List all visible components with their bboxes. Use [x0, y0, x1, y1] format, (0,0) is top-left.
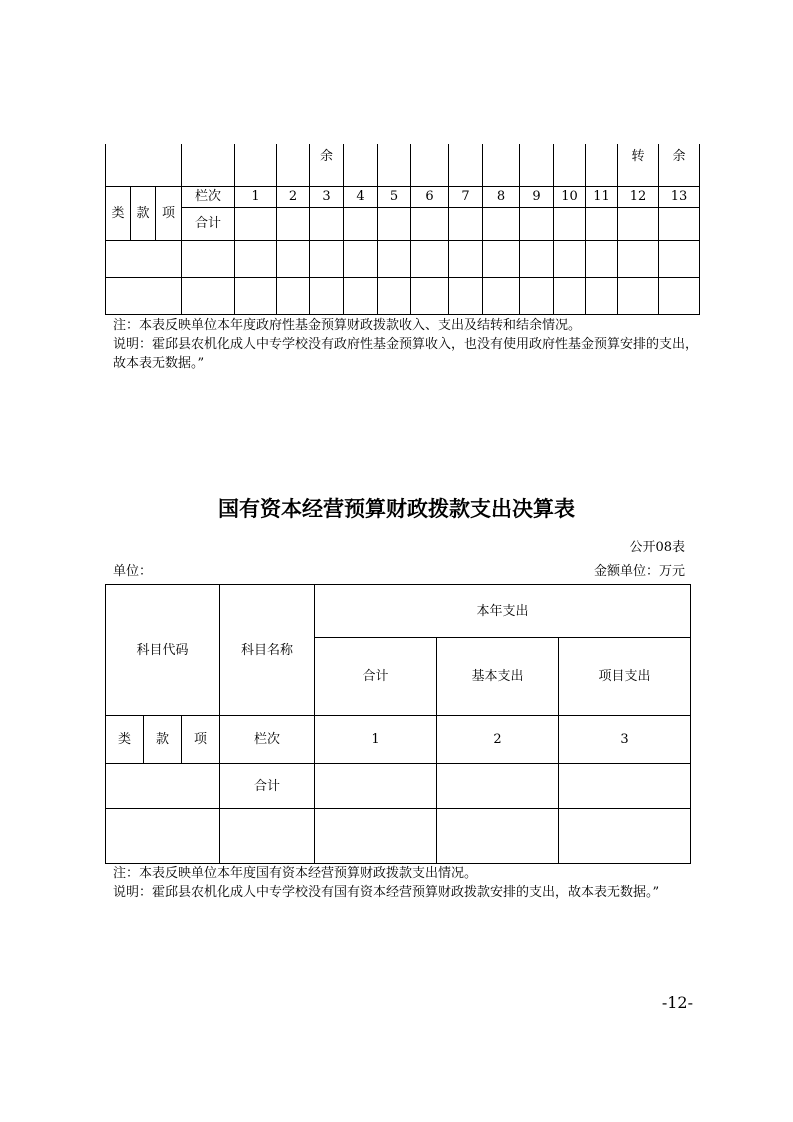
table2-explanation: 说明：霍邱县农机化成人中专学校没有国有资本经营预算财政拨款安排的支出，故本表无数据。” — [113, 885, 660, 900]
form-code: 公开08表 — [629, 540, 685, 555]
column-number: 1 — [315, 716, 437, 764]
unit-label: 单位： — [113, 564, 153, 579]
state-capital-expense-table — [105, 584, 691, 864]
total-label: 合计 — [182, 207, 235, 240]
column-number: 4 — [344, 186, 378, 207]
subheader-basic-expense: 基本支出 — [437, 638, 559, 716]
table1-note: 注：本表反映单位本年度政府性基金预算财政拨款收入、支出及结转和结余情况。 — [113, 318, 582, 333]
total-row — [106, 207, 700, 240]
subheader-total: 合计 — [315, 638, 437, 716]
column-number: 6 — [411, 186, 449, 207]
fund-budget-table — [105, 144, 700, 315]
table-row — [106, 240, 700, 277]
header-annual-expense: 本年支出 — [315, 585, 691, 638]
column-number: 11 — [586, 186, 618, 207]
header-subject-code: 科目代码 — [106, 585, 220, 716]
column-number: 2 — [437, 716, 559, 764]
header-char: 余 — [659, 144, 700, 186]
code-header-kuan: 款 — [131, 186, 156, 240]
column-number: 8 — [483, 186, 520, 207]
row-label: 栏次 — [182, 186, 235, 207]
total-row — [106, 764, 691, 809]
column-number: 5 — [378, 186, 411, 207]
page-number: -12- — [661, 993, 693, 1012]
header-char: 转 — [618, 144, 659, 186]
header-char: 余 — [310, 144, 344, 186]
column-number: 9 — [520, 186, 554, 207]
column-number: 12 — [618, 186, 659, 207]
code-header-xiang: 项 — [182, 716, 220, 764]
column-number: 3 — [559, 716, 691, 764]
header-subject-name: 科目名称 — [220, 585, 315, 716]
subheader-project-expense: 项目支出 — [559, 638, 691, 716]
code-header-kuan: 款 — [144, 716, 182, 764]
column-number: 10 — [554, 186, 586, 207]
page-title: 国有资本经营预算财政拨款支出决算表 — [218, 497, 575, 521]
table-header-row — [106, 144, 700, 186]
code-header-lei: 类 — [106, 716, 144, 764]
column-number-row — [106, 716, 691, 764]
column-number-row — [106, 186, 700, 207]
code-header-xiang: 项 — [156, 186, 182, 240]
code-header-lei: 类 — [106, 186, 131, 240]
column-number: 1 — [235, 186, 277, 207]
table-header-row — [106, 585, 691, 638]
table1-explanation: 说明：霍邱县农机化成人中专学校没有政府性基金预算收入，也没有使用政府性基金预算安排的支出，故本表无数据。” — [113, 337, 699, 371]
column-number: 3 — [310, 186, 344, 207]
table2-note: 注：本表反映单位本年度国有资本经营预算财政拨款支出情况。 — [113, 866, 478, 881]
row-label: 栏次 — [220, 716, 315, 764]
column-number: 13 — [659, 186, 700, 207]
column-number: 7 — [449, 186, 483, 207]
table-row — [106, 809, 691, 864]
column-number: 2 — [277, 186, 310, 207]
amount-unit: 金额单位：万元 — [593, 564, 685, 579]
table-row — [106, 277, 700, 314]
total-label: 合计 — [220, 764, 315, 809]
